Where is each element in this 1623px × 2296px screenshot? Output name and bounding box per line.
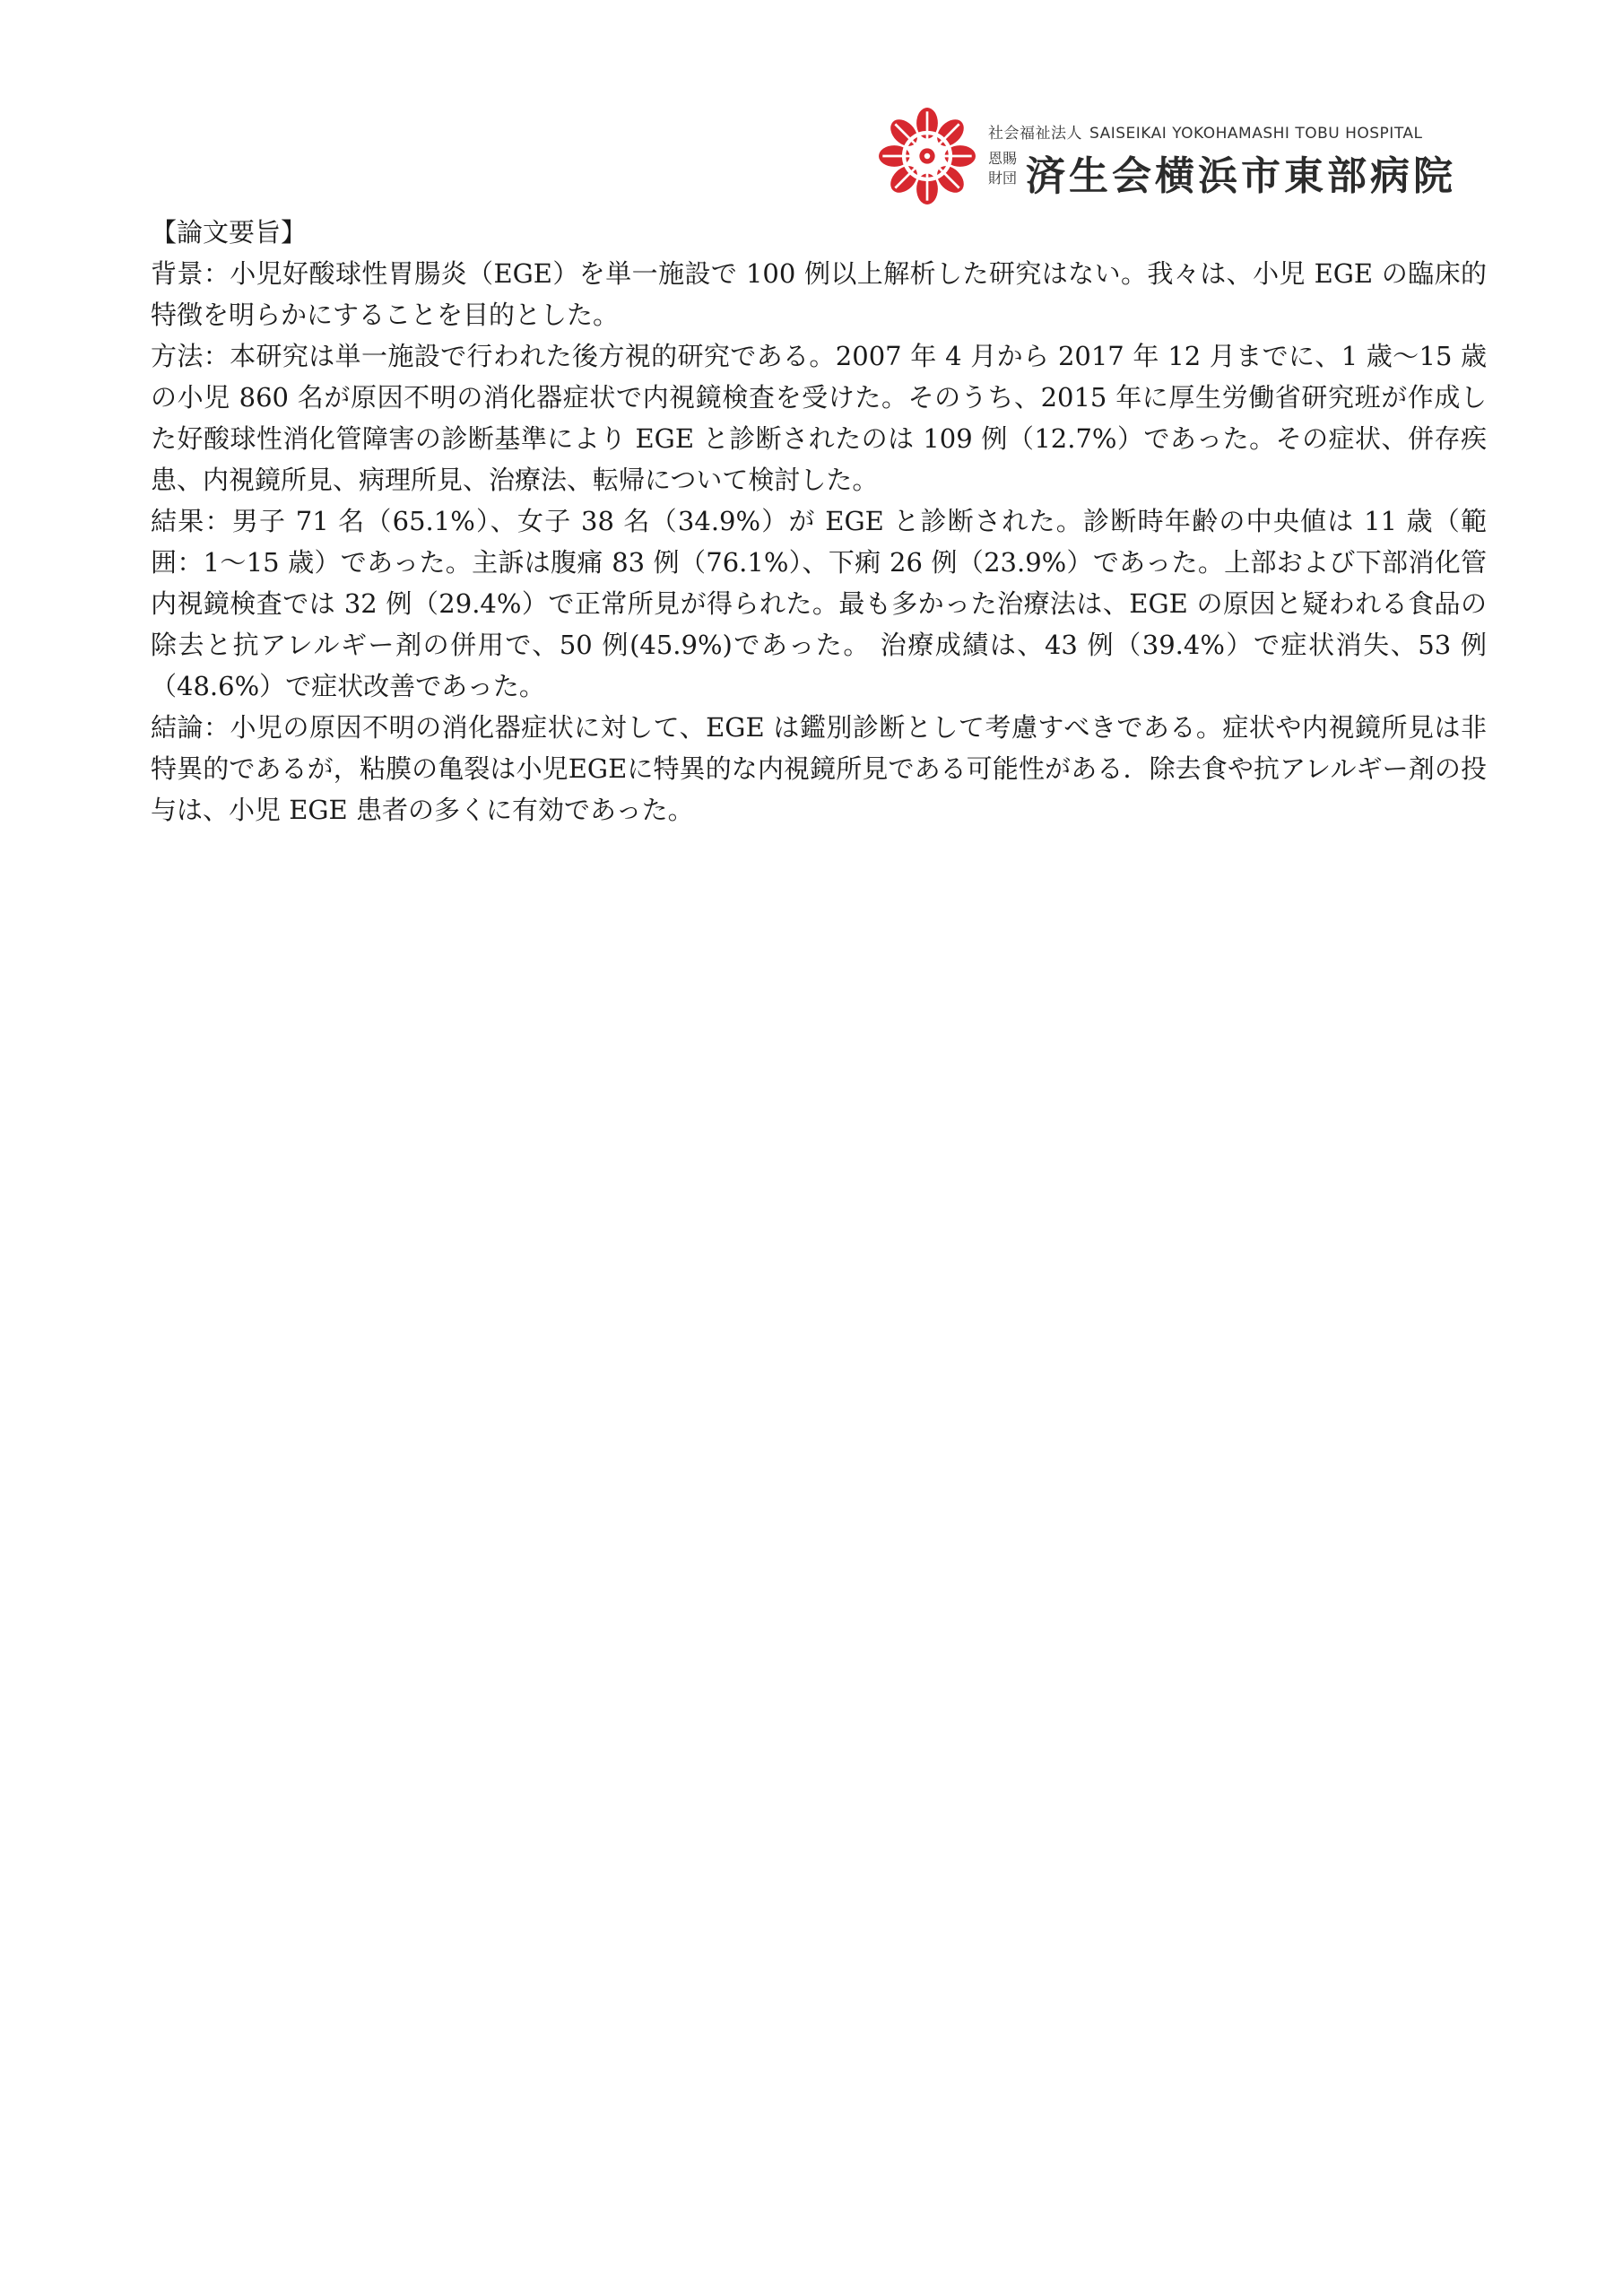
saiseikai-logo-icon: [879, 108, 976, 204]
corporation-type: 社会福祉法人: [988, 125, 1082, 143]
hospital-header: [879, 108, 1488, 206]
foundation-line-1: 恩賜: [988, 150, 1018, 167]
organization-name: [988, 120, 1423, 143]
abstract-body: [151, 212, 1487, 831]
hospital-english-name: SAISEIKAI YOKOHAMASHI TOBU HOSPITAL: [1089, 125, 1423, 143]
abstract-background: 背景：小児好酸球性胃腸炎（EGE）を単一施設で 100 例以上解析した研究はない。我々は、小児 EGE の臨床的特徴を明らかにすることを目的とした。: [151, 258, 1487, 330]
hospital-japanese-name: 済生会横浜市東部病院: [1026, 153, 1456, 199]
foundation-label: [988, 149, 1024, 188]
abstract-conclusion: 結論：小児の原因不明の消化器症状に対して、EGE は鑑別診断として考慮すべきである。症状や内視鏡所見は非特異的であるが，粘膜の亀裂は小児EGEに特異的な内視鏡所見である可能性がある．除去食や抗アレルギー剤の投与は、小児 EGE 患者の多くに有効であった。: [151, 712, 1487, 825]
abstract-methods: 方法：本研究は単一施設で行われた後方視的研究である。2007 年 4 月から 2017 年 12 月までに、1 歳〜15 歳の小児 860 名が原因不明の消化器症状で内視鏡検査を受けた。そのうち、2015 年に厚生労働省研究班が作成した好酸球性消化管障害の診断基準により EGE と診断されたのは 109 例（12.7%）であった。その症状、併存疾患、内視鏡所見、病理所見、治療法、転帰について検討した。: [151, 341, 1487, 495]
abstract-results: 結果：男子 71 名（65.1%）、女子 38 名（34.9%）が EGE と診断された。診断時年齢の中央値は 11 歳（範囲：1〜15 歳）であった。主訴は腹痛 83 例（76.1%）、下痢 26 例（23.9%）であった。上部および下部消化管内視鏡検査では 32 例（29.4%）で正常所見が得られた。最も多かった治療法は、EGE の原因と疑われる食品の除去と抗アレルギー剤の併用で、50 例(45.9%)であった。 治療成績は、43 例（39.4%）で症状消失、53 例（48.6%）で症状改善であった。: [151, 506, 1487, 701]
abstract-heading: 【論文要旨】: [151, 217, 308, 248]
foundation-line-2: 財団: [988, 170, 1018, 187]
